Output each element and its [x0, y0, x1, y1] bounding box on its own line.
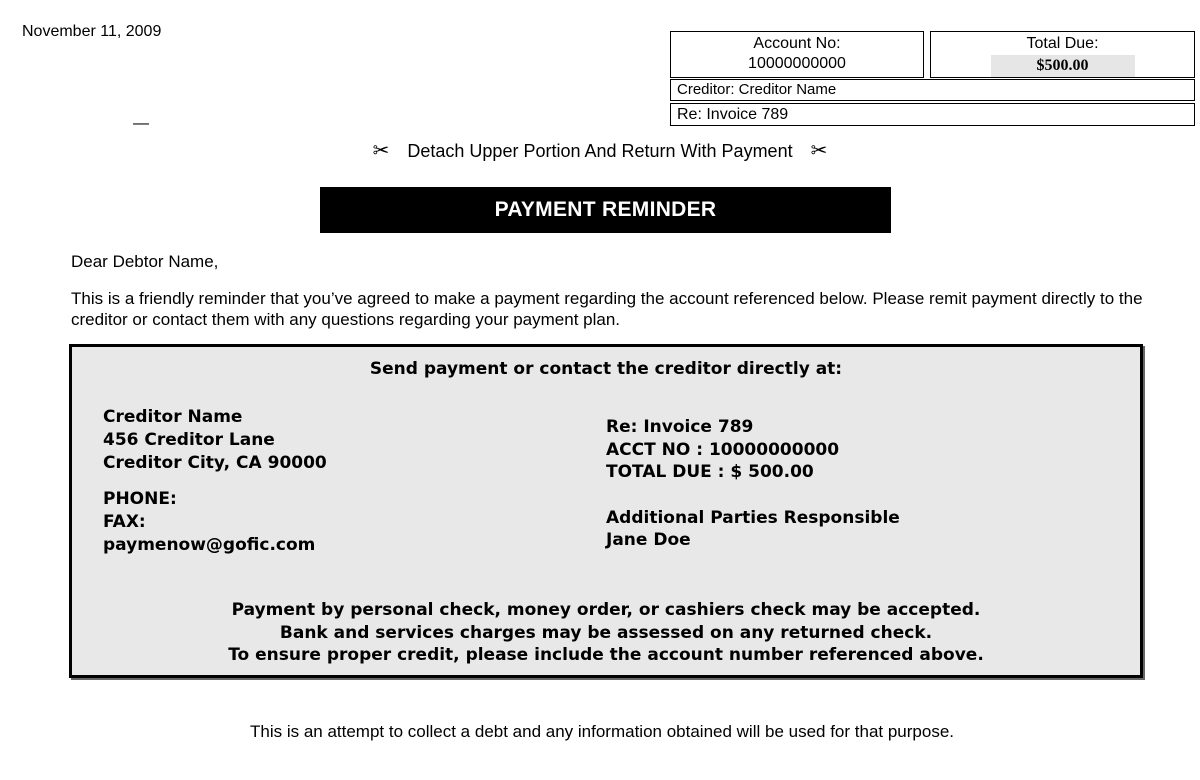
panel-re: Re: Invoice 789 — [606, 417, 754, 437]
total-due-label: Total Due: — [1026, 35, 1099, 52]
creditor-contact-panel — [69, 344, 1143, 678]
scissors-icon: ✂ — [810, 140, 828, 162]
total-due-box — [930, 31, 1195, 78]
scissors-icon: ✂ — [372, 140, 390, 162]
account-number-value: 10000000000 — [748, 55, 846, 72]
panel-acct-no: ACCT NO : 10000000000 — [606, 439, 840, 460]
payment-reminder-banner: PAYMENT REMINDER — [320, 187, 891, 233]
creditor-address-line2: Creditor City, CA 90000 — [103, 453, 327, 473]
total-due-amount: $500.00 — [991, 55, 1135, 77]
stub-re-line: Re: Invoice 789 — [670, 103, 1195, 126]
payment-note: Payment by personal check, money order, or cashiers check may be accepted. — [231, 600, 981, 620]
account-number-box — [670, 31, 924, 78]
detach-line — [0, 138, 1200, 163]
payment-note: Bank and services charges may be assessed on any returned check. — [279, 622, 933, 643]
panel-total-due: TOTAL DUE : $ 500.00 — [606, 462, 814, 482]
stub-creditor-line: Creditor: Creditor Name — [670, 79, 1195, 101]
account-summary-block — [606, 416, 900, 552]
creditor-address-line1: 456 Creditor Lane — [103, 430, 275, 450]
creditor-address-block — [103, 406, 327, 557]
payment-notes — [72, 599, 1140, 667]
creditor-fax: FAX: — [103, 512, 146, 532]
creditor-phone: PHONE: — [103, 489, 177, 509]
creditor-email[interactable]: paymenow@gofic.com — [103, 535, 316, 555]
additional-party-name: Jane Doe — [606, 530, 691, 550]
creditor-name: Creditor Name — [103, 407, 243, 427]
payment-note: To ensure proper credit, please include the account number referenced above. — [228, 645, 984, 665]
intro-paragraph: This is a friendly reminder that you’ve agreed to make a payment regarding the account referenced below. Please remit payment directly to the creditor or contact them with any questions regarding your payment plan. — [71, 289, 1143, 329]
dash-mark: — — [133, 115, 149, 132]
additional-parties-label: Additional Parties Responsible — [606, 507, 900, 528]
account-number-label: Account No: — [753, 35, 841, 52]
detach-text: Detach Upper Portion And Return With Payment — [407, 141, 793, 161]
panel-heading: Send payment or contact the creditor directly at: — [369, 359, 843, 379]
letter-date: November 11, 2009 — [22, 23, 162, 40]
greeting: Dear Debtor Name, — [71, 252, 219, 271]
debt-collection-disclaimer: This is an attempt to collect a debt and any information obtained will be used for that purpose. — [249, 722, 955, 741]
